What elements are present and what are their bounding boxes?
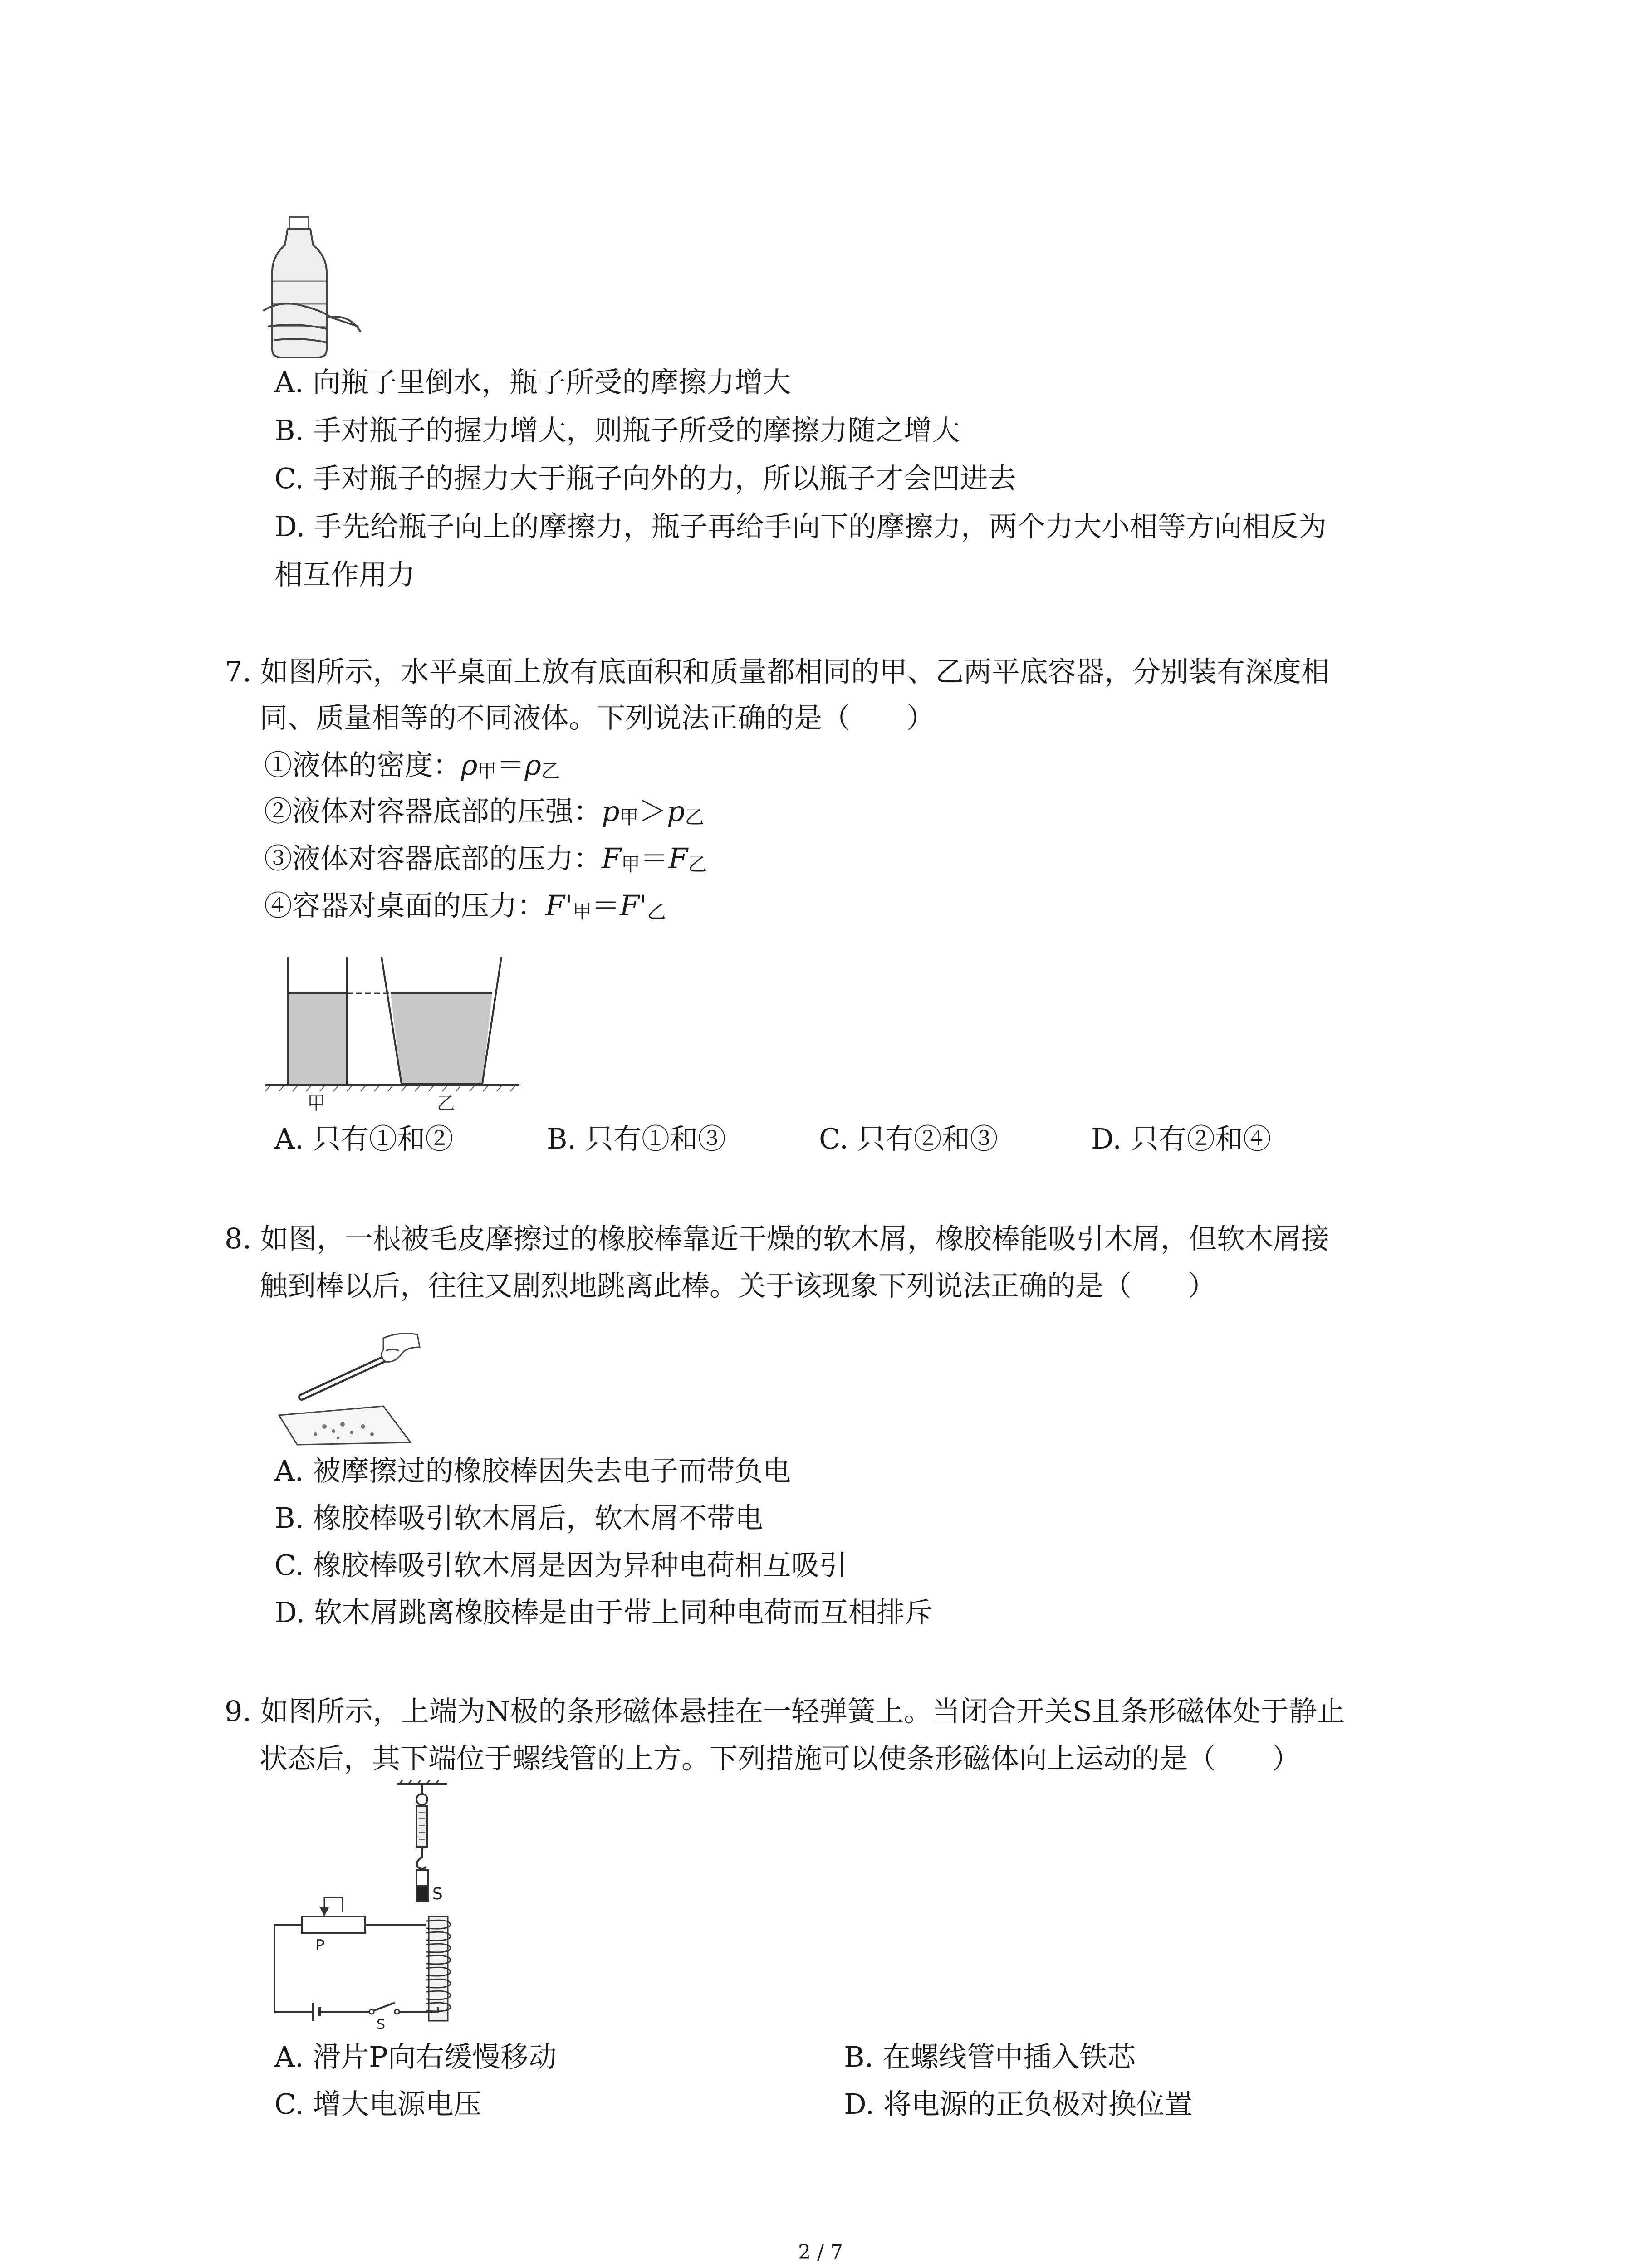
- q7-statement-4: ④容器对桌面的压力：$F'_甲=F'_乙$: [264, 889, 666, 923]
- page-number: 2 / 7: [798, 2241, 843, 2264]
- q6-option-d-line2: 相互作用力: [274, 558, 416, 591]
- fig-label-yi: 乙: [437, 1093, 455, 1111]
- bottle-in-hand-figure: [254, 213, 363, 363]
- q8-option-c: C. 橡胶棒吸引软木屑是因为异种电荷相互吸引: [274, 1549, 847, 1582]
- q8-stem-line2: 触到棒以后，往往又剧烈地跳离此棒。关于该现象下列说法正确的是（ ）: [260, 1269, 1216, 1302]
- q6-option-c: C. 手对瓶子的握力大于瓶子向外的力，所以瓶子才会凹进去: [274, 462, 1016, 495]
- fig-label-p: P: [315, 1936, 325, 1955]
- fig-label-s-switch: S: [377, 2017, 386, 2030]
- q7-stem-line2: 同、质量相等的不同液体。下列说法正确的是（ ）: [260, 701, 935, 734]
- q8-option-b: B. 橡胶棒吸引软木屑后，软木屑不带电: [274, 1501, 763, 1535]
- q6-option-a: A. 向瓶子里倒水，瓶子所受的摩擦力增大: [274, 366, 791, 399]
- q9-option-a: A. 滑片P向右缓慢移动: [274, 2040, 557, 2073]
- q8-option-d: D. 软木屑跳离橡胶棒是由于带上同种电荷而互相排斥: [274, 1596, 933, 1629]
- q6-option-b: B. 手对瓶子的握力增大，则瓶子所受的摩擦力随之增大: [274, 414, 960, 447]
- q7-statement-3: ③液体对容器底部的压力：$F_甲=F_乙$: [264, 842, 707, 875]
- q9-stem-line2: 状态后，其下端位于螺线管的上方。下列措施可以使条形磁体向上运动的是（ ）: [260, 1742, 1301, 1775]
- q7-option-a: A. 只有①和②: [274, 1122, 454, 1155]
- containers-figure: [265, 957, 524, 1111]
- q7-statement-2: ②液体对容器底部的压强：$p_甲>p_乙$: [264, 795, 704, 828]
- electromagnet-circuit-figure: [265, 1780, 501, 2030]
- q7-option-d: D. 只有②和④: [1091, 1122, 1271, 1155]
- q7-statement-1: ①液体的密度：$\rho_甲=\rho_乙$: [264, 748, 560, 782]
- q9-option-b: B. 在螺线管中插入铁芯: [844, 2040, 1136, 2073]
- q7-option-b: B. 只有①和③: [547, 1122, 726, 1155]
- q9-stem-line1: 9. 如图所示，上端为N极的条形磁体悬挂在一轻弹簧上。当闭合开关S且条形磁体处于静止: [225, 1695, 1345, 1728]
- q6-option-d-line1: D. 手先给瓶子向上的摩擦力，瓶子再给手向下的摩擦力，两个力大小相等方向相反为: [274, 510, 1327, 543]
- q7-stem-line1: 7. 如图所示，水平桌面上放有底面积和质量都相同的甲、乙两平底容器，分别装有深度相: [225, 655, 1329, 688]
- q8-option-a: A. 被摩擦过的橡胶棒因失去电子而带负电: [274, 1454, 791, 1487]
- q9-option-c: C. 增大电源电压: [274, 2087, 482, 2121]
- fig-label-s-magnet: S: [432, 1885, 443, 1903]
- fig-label-jia: 甲: [307, 1093, 325, 1111]
- rubber-rod-figure: [270, 1329, 424, 1447]
- q7-option-c: C. 只有②和③: [819, 1122, 998, 1155]
- q9-option-d: D. 将电源的正负极对换位置: [844, 2087, 1193, 2121]
- q8-stem-line1: 8. 如图，一根被毛皮摩擦过的橡胶棒靠近干燥的软木屑，橡胶棒能吸引木屑，但软木屑接: [225, 1222, 1329, 1255]
